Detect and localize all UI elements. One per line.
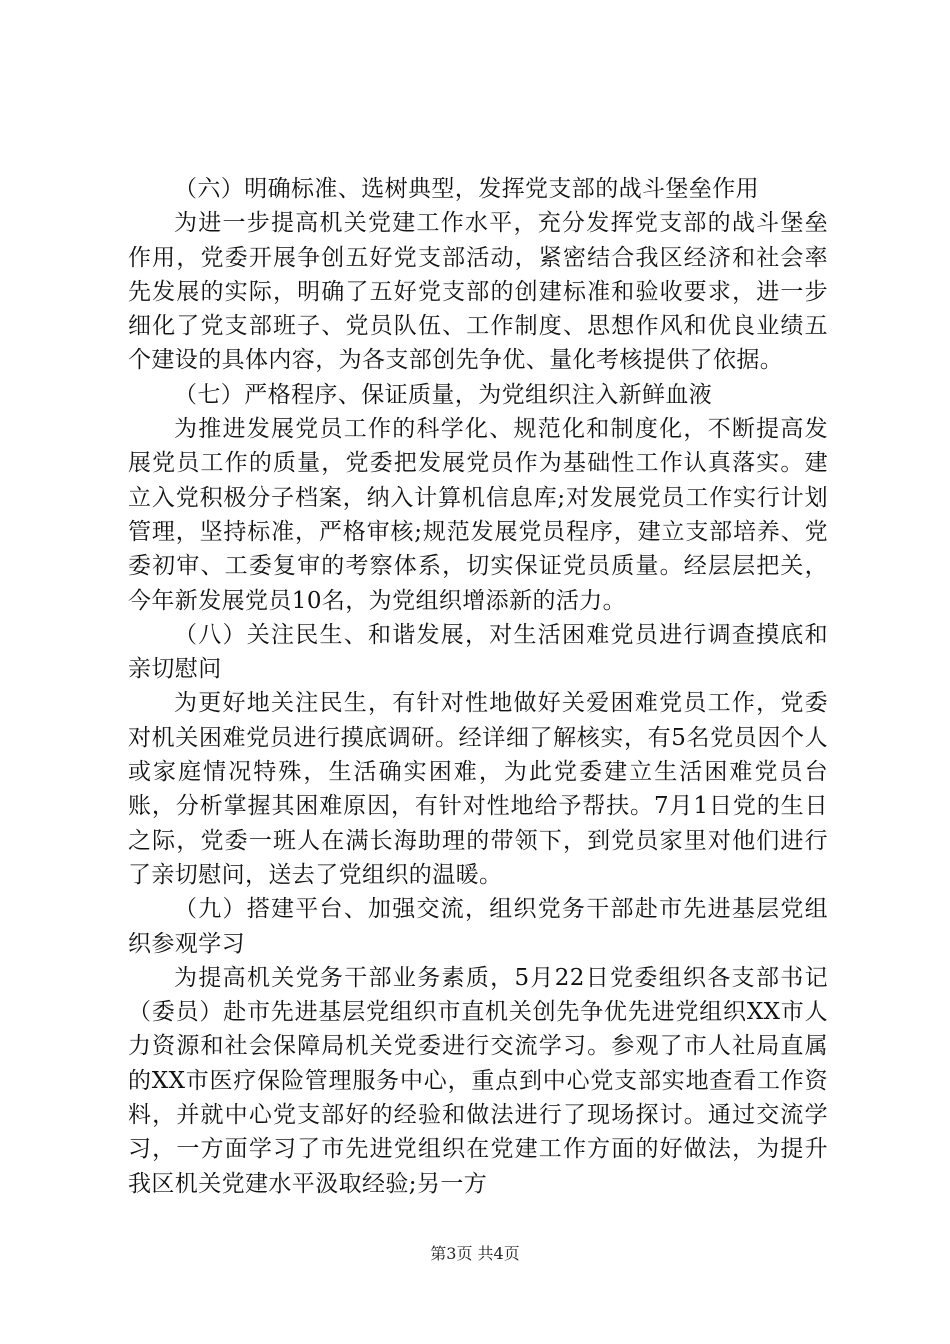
section-heading-6: （六）明确标准、选树典型，发挥党支部的战斗堡垒作用 — [174, 176, 759, 202]
section-paragraph-6: 为进一步提高机关党建工作水平，充分发挥党支部的战斗堡垒作用，党委开展争创五好党支部活动，紧密结合我区经济和社会率先发展的实际，明确了五好党支部的创建标准和验收要求，进一步细化了党支部班子、党员队伍、工作制度、思想作风和优良业绩五个建设的具体内容，为各支部创先争优、量化考核提供了依据。 — [128, 210, 828, 374]
section-heading-8: （八）关注民生、和谐发展，对生活困难党员进行调查摸底和亲切慰问 — [128, 621, 828, 683]
document-body — [128, 172, 828, 1201]
section-heading-7: （七）严格程序、保证质量，为党组织注入新鲜血液 — [174, 381, 713, 408]
section-paragraph-9: 为提高机关党务干部业务素质，5月22日党委组织各支部书记（委员）赴市先进基层党组织市直机关创先争优先进党组织XX市人力资源和社会保障局机关党委进行交流学习。参观了市人社局直属的XX市医疗保险管理服务中心，重点到中心党支部实地查看工作资料，并就中心党支部好的经验和做法进行了现场探讨。通过交流学习，一方面学习了市先进党组织在党建工作方面的好做法，为提升我区机关党建水平汲取经验;另一方 — [128, 964, 828, 1197]
section-paragraph-8: 为更好地关注民生，有针对性地做好关爱困难党员工作，党委对机关困难党员进行摸底调研。经详细了解核实，有5名党员因个人或家庭情况特殊，生活确实困难，为此党委建立生活困难党员台账，分析掌握其困难原因，有针对性地给予帮扶。7月1日党的生日之际，党委一班人在满长海助理的带领下，到党员家里对他们进行了亲切慰问，送去了党组织的温暖。 — [128, 690, 828, 888]
section-heading-9: （九）搭建平台、加强交流，组织党务干部赴市先进基层党组织参观学习 — [128, 896, 828, 957]
section-paragraph-7: 为推进发展党员工作的科学化、规范化和制度化，不断提高发展党员工作的质量，党委把发展党员作为基础性工作认真落实。建立入党积极分子档案，纳入计算机信息库;对发展党员工作实行计划管理，坚持标准，严格审核;规范发展党员程序，建立支部培养、党委初审、工委复审的考察体系，切实保证党员质量。经层层把关，今年新发展党员10名，为党组织增添新的活力。 — [128, 416, 828, 614]
page-number-footer: 第3页 共4页 — [430, 1244, 520, 1263]
